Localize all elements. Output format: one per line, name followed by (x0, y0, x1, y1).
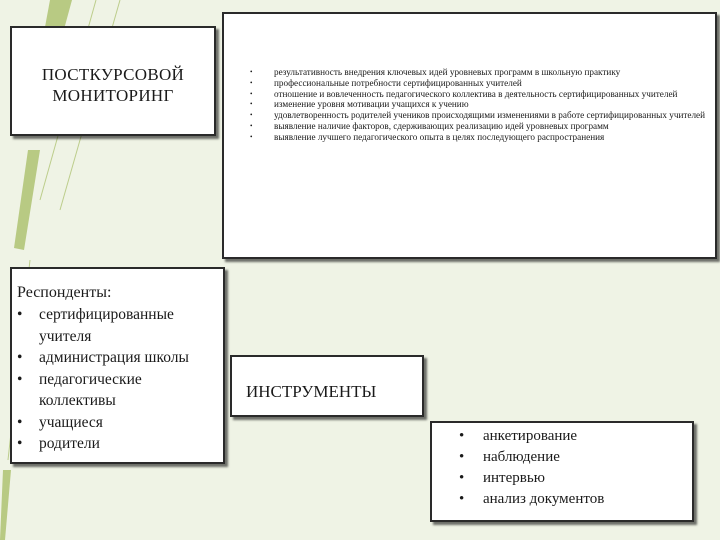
bullet: • (250, 100, 253, 109)
list-item (250, 67, 714, 78)
bullet: • (250, 111, 253, 120)
bullet: • (250, 68, 253, 76)
list-item (250, 110, 714, 121)
list-item (250, 132, 714, 143)
monitoring-title-box (10, 26, 216, 136)
arrow-shape (0, 470, 11, 540)
bullet: • (250, 132, 253, 141)
bullet: • (459, 449, 465, 465)
arrow-shape (14, 150, 40, 250)
method-text: интервью (483, 470, 545, 486)
respondent-text: учащиеся (39, 413, 103, 431)
respondent-text: администрация школы (39, 349, 189, 366)
goal-text: выявление наличие факторов, сдерживающих реализацию идей уровневых программ (274, 120, 609, 131)
methods-list (459, 426, 691, 510)
goals-list (250, 67, 714, 143)
goal-text: результативность внедрения ключевых идей уровневых программ в школьную практику (274, 67, 621, 77)
bullet: • (17, 435, 23, 452)
respondent-text: родители (39, 435, 100, 452)
bullet: • (250, 78, 253, 87)
tools-box (230, 355, 424, 417)
monitoring-goals-box (222, 12, 717, 259)
tools-title: ИНСТРУМЕНТЫ (246, 382, 377, 401)
respondents-heading: Респонденты: (17, 284, 112, 301)
list-item (17, 369, 222, 412)
list-item (250, 121, 714, 132)
list-item (17, 433, 222, 455)
list-item (459, 489, 691, 510)
goal-text: выявление лучшего педагогического опыта в целях последующего распространения (274, 131, 605, 142)
respondents-box (10, 267, 225, 464)
goal-text: отношение и вовлеченность педагогического коллектива в деятельность сертифицированных учителей (274, 88, 678, 99)
goal-text: удовлетворенность родителей учеников происходящими изменениями в работе сертифицированных учителей (274, 110, 706, 121)
monitoring-title (12, 64, 214, 106)
list-item (250, 89, 714, 100)
method-text: анализ документов (483, 491, 605, 507)
bullet: • (459, 491, 465, 507)
goal-text: профессиональные потребности сертифицированных учителей (274, 77, 522, 88)
bullet: • (17, 306, 23, 323)
list-item (459, 426, 691, 447)
monitoring-title-line2: МОНИТОРИНГ (52, 86, 174, 105)
goal-text: изменение уровня мотивации учащихся к учению (274, 99, 469, 110)
list-item (459, 447, 691, 468)
bullet: • (250, 89, 253, 98)
respondents-list (17, 304, 222, 455)
bullet: • (17, 349, 23, 366)
monitoring-title-line1: ПОСТКУРСОВОЙ (41, 65, 185, 84)
bullet: • (459, 470, 465, 486)
list-item (250, 99, 714, 110)
methods-box (430, 421, 694, 522)
bullet: • (17, 370, 23, 388)
respondent-text: педагогические коллективы (39, 370, 142, 409)
method-text: анкетирование (483, 428, 578, 444)
list-item (17, 347, 222, 369)
bullet: • (459, 428, 465, 444)
list-item (17, 412, 222, 434)
respondent-text: сертифицированные учителя (39, 306, 174, 345)
bullet: • (250, 121, 253, 130)
method-text: наблюдение (483, 449, 560, 465)
list-item (459, 468, 691, 489)
bullet: • (17, 413, 23, 431)
list-item (17, 304, 222, 347)
list-item (250, 78, 714, 89)
